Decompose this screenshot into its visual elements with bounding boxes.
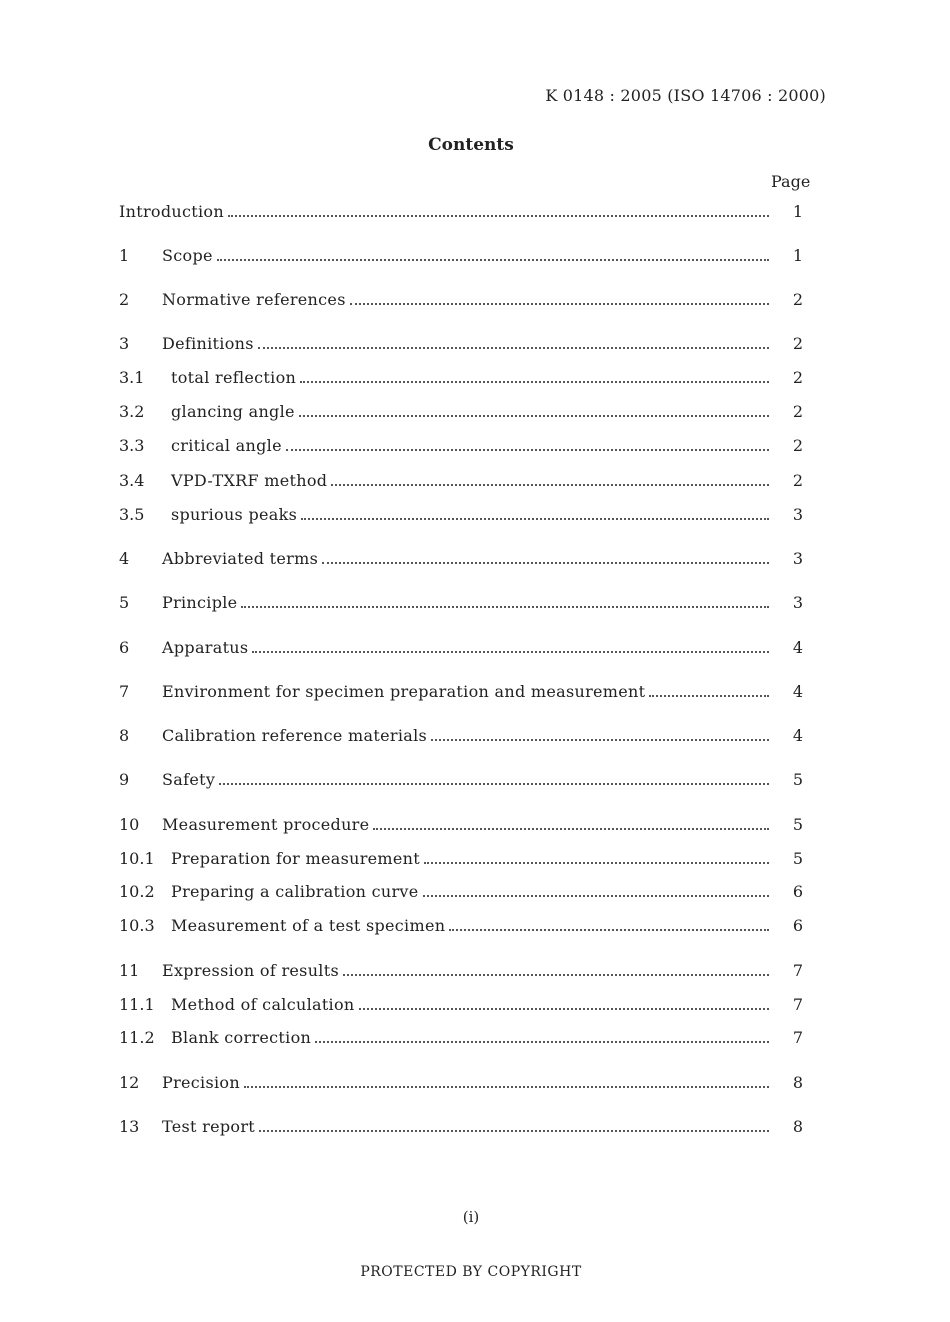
toc-entry-label: total reflection [171,368,297,387]
copyright-footer: PROTECTED BY COPYRIGHT [360,1264,582,1280]
toc-entry-label: glancing angle [171,402,295,421]
toc-entry-page: 3 [792,549,803,568]
dot-leader [373,826,769,830]
toc-entry-number: 3.2 [119,402,145,421]
toc-entry-number: 4 [119,549,130,568]
page-title: Contents [428,135,514,155]
toc-entry-label: Abbreviated terms [162,549,319,568]
dot-leader [258,345,769,349]
toc-entry-number: 5 [119,593,130,612]
dot-leader [449,927,769,931]
dot-leader [219,781,769,785]
toc-entry-number: 11.1 [119,995,155,1014]
toc-entry-page: 7 [792,995,803,1014]
toc-entry-label: Test report [162,1117,255,1136]
dot-leader [423,893,769,897]
toc-entry-label: spurious peaks [171,505,298,524]
toc-entry-page: 4 [792,638,803,657]
toc-entry-number: 6 [119,638,130,657]
toc-entry-page: 7 [792,1028,803,1047]
dot-leader [350,301,769,305]
toc-entry-page: 5 [792,815,803,834]
toc-entry-label: Apparatus [162,638,249,657]
toc-entry[interactable] [119,244,809,266]
dot-leader [252,649,769,653]
toc-entry-number: 11.2 [119,1028,155,1047]
toc-entry[interactable] [119,469,809,491]
toc-entry-page: 3 [792,505,803,524]
toc-entry[interactable] [119,680,809,702]
toc-entry-number: 3.3 [119,436,145,455]
toc-entry[interactable] [119,332,809,354]
toc-entry-label: Scope [162,246,213,265]
toc-entry[interactable] [119,847,809,869]
toc-entry[interactable] [119,547,809,569]
document-id: K 0148 : 2005 (ISO 14706 : 2000) [545,86,826,105]
toc-entry[interactable] [119,993,809,1015]
toc-entry-page: 6 [792,882,803,901]
dot-leader [315,1039,769,1043]
toc-entry-label: Safety [162,770,216,789]
toc-entry[interactable] [119,880,809,902]
toc-entry[interactable] [119,200,809,222]
dot-leader [228,213,769,217]
toc-entry-label: critical angle [171,436,282,455]
dot-leader [286,447,769,451]
toc-entry-number: 10.1 [119,849,155,868]
toc-entry-number: 7 [119,682,130,701]
dot-leader [322,560,769,564]
toc-entry-label: Measurement of a test specimen [171,916,446,935]
toc-entry-number: 9 [119,770,130,789]
dot-leader [359,1006,769,1010]
toc-entry-page: 1 [792,246,803,265]
toc-entry-page: 8 [792,1073,803,1092]
toc-entry-page: 8 [792,1117,803,1136]
toc-entry-label: Calibration reference materials [162,726,428,745]
toc-entry[interactable] [119,591,809,613]
toc-entry-page: 4 [792,682,803,701]
toc-entry[interactable] [119,288,809,310]
toc-entry[interactable] [119,400,809,422]
toc-entry-number: 10.2 [119,882,155,901]
toc-entry-number: 3.4 [119,471,145,490]
toc-entry-label: Environment for specimen preparation and measurement [162,682,646,701]
toc-entry[interactable] [119,959,809,981]
toc-entry-number: 13 [119,1117,140,1136]
toc-entry-page: 2 [792,436,803,455]
toc-entry-label: VPD-TXRF method [171,471,328,490]
toc-entry-page: 6 [792,916,803,935]
toc-entry[interactable] [119,1026,809,1048]
toc-entry-page: 5 [792,849,803,868]
page-number: (i) [462,1208,480,1226]
toc-entry-page: 2 [792,290,803,309]
toc-entry-page: 2 [792,368,803,387]
toc-entry-number: 3 [119,334,130,353]
toc-entry[interactable] [119,724,809,746]
toc-entry-page: 2 [792,334,803,353]
dot-leader [259,1128,769,1132]
toc-entry[interactable] [119,503,809,525]
toc-entry-number: 8 [119,726,130,745]
toc-entry[interactable] [119,914,809,936]
dot-leader [244,1084,769,1088]
dot-leader [300,379,769,383]
toc-entry-label: Introduction [119,202,224,221]
dot-leader [424,860,769,864]
toc-entry-page: 5 [792,770,803,789]
toc-entry-number: 2 [119,290,130,309]
dot-leader [649,693,769,697]
toc-entry-page: 4 [792,726,803,745]
toc-entry-page: 3 [792,593,803,612]
dot-leader [331,482,769,486]
toc-entry-label: Normative references [162,290,346,309]
toc-entry-page: 7 [792,961,803,980]
toc-entry-number: 3.5 [119,505,145,524]
toc-entry-number: 11 [119,961,140,980]
dot-leader [217,257,769,261]
toc-entry-label: Measurement procedure [162,815,370,834]
toc-entry-label: Blank correction [171,1028,312,1047]
toc-entry[interactable] [119,813,809,835]
toc-entry-page: 1 [792,202,803,221]
toc-entry-label: Method of calculation [171,995,355,1014]
toc-entry-label: Precision [162,1073,240,1092]
toc-entry-number: 10.3 [119,916,155,935]
toc-entry[interactable] [119,434,809,456]
toc-entry[interactable] [119,366,809,388]
dot-leader [299,413,769,417]
toc-entry[interactable] [119,768,809,790]
dot-leader [343,972,769,976]
toc-entry[interactable] [119,636,809,658]
toc-entry-label: Preparation for measurement [171,849,420,868]
toc-entry[interactable] [119,1071,809,1093]
toc-entry-page: 2 [792,471,803,490]
toc-entry-number: 3.1 [119,368,145,387]
dot-leader [431,737,769,741]
page-column-header: Page [771,172,811,191]
dot-leader [241,604,769,608]
toc-entry-number: 12 [119,1073,140,1092]
toc-entry-number: 1 [119,246,130,265]
toc-entry-label: Expression of results [162,961,339,980]
toc-entry-page: 2 [792,402,803,421]
toc-entry-label: Principle [162,593,238,612]
dot-leader [301,516,769,520]
toc-entry[interactable] [119,1115,809,1137]
toc-entry-number: 10 [119,815,140,834]
toc-entry-label: Preparing a calibration curve [171,882,419,901]
toc-entry-label: Definitions [162,334,254,353]
